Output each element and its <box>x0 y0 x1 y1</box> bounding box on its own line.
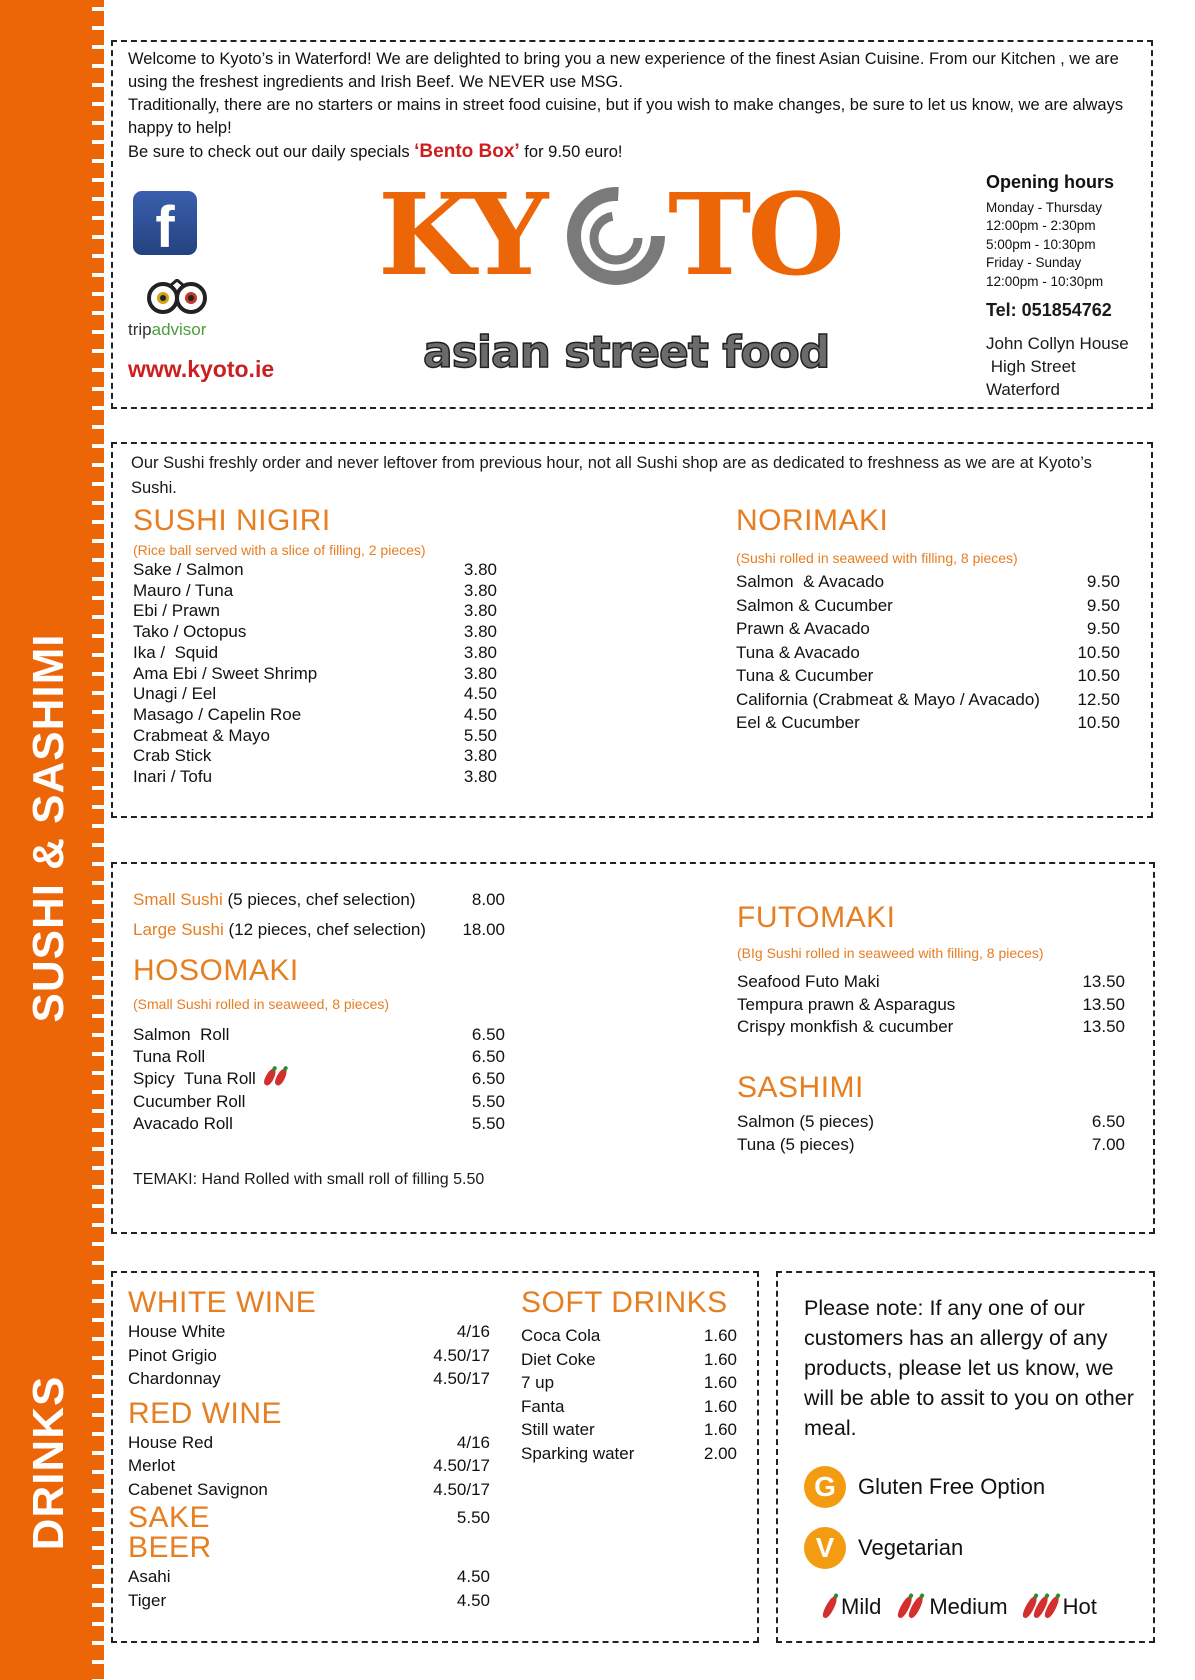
soft-drink-item <box>521 1395 737 1419</box>
item-name: Tuna (5 pieces) <box>737 1134 855 1154</box>
norimaki-item <box>736 617 1120 641</box>
soft-drink-item <box>521 1442 737 1466</box>
futomaki-item <box>737 971 1125 994</box>
item-price: 4.50 <box>456 1567 490 1587</box>
nigiri-subtitle: (Rice ball served with a slice of filling, 2 pieces) <box>133 542 426 558</box>
item-name: Crabmeat & Mayo <box>133 725 270 745</box>
white-wine-list <box>128 1320 490 1391</box>
side-bar <box>0 0 98 1680</box>
platter-item <box>133 885 505 915</box>
opening-hours-title: Opening hours <box>986 172 1114 192</box>
item-name: Inari / Tofu <box>133 767 213 787</box>
side-label-drinks: DRINKS <box>24 1375 73 1551</box>
item-price: 9.50 <box>1086 619 1120 638</box>
beer-item <box>128 1565 490 1589</box>
hosomaki-item <box>133 1024 505 1046</box>
futomaki-list <box>737 971 1125 1039</box>
item-price: 4.50 <box>456 1590 490 1610</box>
item-name: Crab Stick <box>133 746 212 766</box>
item-name: Fanta <box>521 1396 565 1416</box>
nigiri-item <box>133 684 497 705</box>
nigiri-item <box>133 581 497 602</box>
item-price: 5.50 <box>471 1114 505 1134</box>
gluten-free-label: Gluten Free Option <box>858 1474 1046 1499</box>
wine-item <box>128 1320 490 1344</box>
item-price: 3.80 <box>463 622 497 642</box>
item-name: Tuna & Avacado <box>736 642 860 662</box>
item-name: Ebi / Prawn <box>133 601 220 621</box>
nigiri-item <box>133 726 497 747</box>
item-price: 4.50/17 <box>433 1345 490 1365</box>
item-price: 1.60 <box>703 1349 737 1369</box>
beer-item <box>128 1589 490 1613</box>
item-price: 5.50 <box>463 725 497 745</box>
item-price: 6.50 <box>1091 1112 1125 1131</box>
soft-drink-item <box>521 1371 737 1395</box>
tripadvisor-owl-icon[interactable] <box>145 279 209 315</box>
wine-item <box>128 1431 490 1455</box>
legend-vegetarian <box>804 1527 963 1569</box>
item-price: 1.60 <box>703 1396 737 1416</box>
item-price: 5.50 <box>471 1092 505 1112</box>
platter-name: Large Sushi (12 pieces, chef selection) <box>133 920 426 939</box>
item-price: 1.60 <box>703 1420 737 1439</box>
item-name: Salmon & Avacado <box>736 572 885 591</box>
logo-text-ky: KY <box>378 170 545 301</box>
item-price: 6.50 <box>471 1046 505 1066</box>
item-name: Salmon (5 pieces) <box>737 1112 875 1131</box>
beer-title: BEER <box>128 1531 212 1565</box>
nigiri-title: SUSHI NIGIRI <box>133 504 331 537</box>
item-price: 4/16 <box>456 1432 490 1452</box>
norimaki-item <box>736 688 1120 712</box>
item-name: Unagi / Eel <box>133 684 217 704</box>
norimaki-title: NORIMAKI <box>736 504 889 537</box>
nigiri-item <box>133 705 497 726</box>
logo-tagline: asian street food <box>423 327 830 378</box>
item-price: 3.80 <box>463 663 497 683</box>
item-price: 3.80 <box>463 601 497 621</box>
item-price: 9.50 <box>1086 572 1120 591</box>
mild-label: Mild <box>841 1594 882 1619</box>
hosomaki-item <box>133 1068 505 1092</box>
soft-drinks-list <box>521 1324 737 1465</box>
item-name: Tiger <box>128 1590 167 1610</box>
item-price: 13.50 <box>1082 972 1125 991</box>
item-price: 10.50 <box>1077 642 1120 662</box>
soft-drinks-title: SOFT DRINKS <box>521 1286 728 1319</box>
kyoto-logo <box>378 170 858 301</box>
freshness-note: Our Sushi freshly order and never leftover from previous hour, not all Sushi shop are as dedicated to freshness as we are at Kyoto’s Sushi. <box>131 454 1092 497</box>
item-price: 2.00 <box>703 1443 737 1463</box>
norimaki-subtitle: (Sushi rolled in seaweed with filling, 8 pieces) <box>736 550 1018 566</box>
item-price: 1.60 <box>703 1373 737 1392</box>
item-price: 3.80 <box>463 560 497 579</box>
item-price: 3.80 <box>463 767 497 787</box>
platter-name: Small Sushi (5 pieces, chef selection) <box>133 890 416 909</box>
item-name: Seafood Futo Maki <box>737 972 880 991</box>
soft-drink-item <box>521 1418 737 1442</box>
item-price: 4.50 <box>463 704 497 724</box>
item-price: 7.00 <box>1091 1134 1125 1154</box>
item-name: Mauro / Tuna <box>133 580 234 600</box>
item-name: Salmon & Cucumber <box>736 595 893 615</box>
item-name: Cabenet Savignon <box>128 1479 268 1499</box>
item-name: Prawn & Avacado <box>736 619 870 638</box>
item-price: 13.50 <box>1082 994 1125 1014</box>
opening-hours: Opening hours Monday - Thursday 12:00pm - 2:30pm 5:00pm - 10:30pm Friday - Sunday 12:00pm - 10:30pm <box>986 172 1114 289</box>
hosomaki-subtitle: (Small Sushi rolled in seaweed, 8 pieces) <box>133 996 390 1012</box>
intro-line-2: Traditionally, there are no starters or mains in street food cuisine, but if you wish to make changes, be sure to let us know, we are always happy to help! <box>128 96 1124 137</box>
item-name: Tuna Roll <box>133 1046 206 1066</box>
item-price: 4.50/17 <box>433 1479 490 1499</box>
item-price: 4.50 <box>463 684 497 704</box>
item-price: 4.50/17 <box>433 1369 490 1388</box>
hosomaki-title: HOSOMAKI <box>133 954 299 987</box>
item-price: 3.80 <box>463 746 497 766</box>
item-name: Eel & Cucumber <box>736 713 860 732</box>
nigiri-item <box>133 767 497 788</box>
nigiri-item <box>133 560 497 581</box>
item-price: 4/16 <box>456 1322 490 1341</box>
item-price: 13.50 <box>1082 1017 1125 1036</box>
norimaki-item <box>736 570 1120 594</box>
white-wine-title: WHITE WINE <box>128 1286 317 1319</box>
address: John Collyn House High Street Waterford <box>986 334 1129 399</box>
futomaki-subtitle: (BIg Sushi rolled in seaweed with filling, 8 pieces) <box>737 945 1044 961</box>
bento-box-highlight: ‘Bento Box’ <box>414 141 520 162</box>
item-name: House White <box>128 1322 226 1341</box>
red-wine-list <box>128 1431 490 1502</box>
item-price: 9.50 <box>1086 595 1120 615</box>
sashimi-item <box>737 1134 1125 1157</box>
norimaki-item <box>736 664 1120 688</box>
futomaki-item <box>737 994 1125 1017</box>
soft-drink-item <box>521 1348 737 1372</box>
intro-line-3: Be sure to check out our daily specials ‘Bento Box’ for 9.50 euro! <box>128 141 623 162</box>
torn-edge <box>92 0 104 1680</box>
norimaki-section <box>736 504 1120 735</box>
side-label-sushi: SUSHI & SASHIMI <box>24 633 73 1023</box>
wine-beer-column <box>128 1286 490 1612</box>
item-price: 1.60 <box>703 1326 737 1345</box>
sashimi-section <box>737 1071 1125 1156</box>
item-name: Ama Ebi / Sweet Shrimp <box>133 663 318 683</box>
item-name: Sake / Salmon <box>133 560 244 579</box>
item-name: Coca Cola <box>521 1326 601 1345</box>
spice-legend <box>826 1594 1097 1620</box>
item-name: Pinot Grigio <box>128 1345 217 1365</box>
hosomaki-item <box>133 1046 505 1068</box>
hosomaki-item <box>133 1113 505 1135</box>
legend-gluten <box>804 1466 1045 1508</box>
item-name: Cucumber Roll <box>133 1092 246 1112</box>
nigiri-item <box>133 622 497 643</box>
futomaki-title: FUTOMAKI <box>737 901 896 934</box>
vegetarian-icon: V <box>804 1527 846 1569</box>
red-wine-title: RED WINE <box>128 1396 282 1430</box>
futomaki-section <box>737 901 1125 1039</box>
futomaki-item <box>737 1016 1125 1039</box>
wine-item <box>128 1344 490 1368</box>
platter-price: 18.00 <box>462 920 505 939</box>
norimaki-list <box>736 570 1120 735</box>
item-name: House Red <box>128 1432 214 1452</box>
item-price: 6.50 <box>471 1068 505 1088</box>
nigiri-section <box>133 504 497 788</box>
sashimi-item <box>737 1111 1125 1134</box>
item-price: 3.80 <box>463 580 497 600</box>
gluten-free-icon: G <box>804 1466 846 1508</box>
temaki-line: TEMAKI: Hand Rolled with small roll of filling 5.50 <box>133 1171 485 1188</box>
item-name: Tuna & Cucumber <box>736 666 874 685</box>
sake-row <box>128 1501 490 1534</box>
logo-swirl-icon <box>566 186 666 286</box>
norimaki-item <box>736 641 1120 665</box>
sake-price: 5.50 <box>456 1508 490 1527</box>
norimaki-item <box>736 711 1120 735</box>
wine-item <box>128 1367 490 1391</box>
facebook-icon[interactable]: f <box>133 191 197 255</box>
item-name: 7 up <box>521 1373 555 1392</box>
item-price: 6.50 <box>471 1025 505 1044</box>
nigiri-item <box>133 643 497 664</box>
item-name: Chardonnay <box>128 1369 221 1388</box>
item-name: Merlot <box>128 1456 176 1475</box>
wine-item <box>128 1478 490 1502</box>
item-name: Masago / Capelin Roe <box>133 704 302 724</box>
hosomaki-section <box>133 954 505 1135</box>
hosomaki-item <box>133 1091 505 1113</box>
allergy-note: Please note: If any one of our customers has an allergy of any products, please let us know, we will be able to assit to you on other meal. <box>804 1296 1134 1440</box>
item-name: Tempura prawn & Asparagus <box>737 994 956 1014</box>
item-name: Asahi <box>128 1567 171 1587</box>
medium-label: Medium <box>929 1594 1008 1619</box>
nigiri-list <box>133 560 497 788</box>
item-name: Tako / Octopus <box>133 622 247 642</box>
telephone[interactable]: Tel: 051854762 <box>986 300 1112 320</box>
platters <box>133 885 505 945</box>
platter-item <box>133 915 505 945</box>
item-name: Diet Coke <box>521 1349 596 1369</box>
item-price: 12.50 <box>1077 689 1120 709</box>
nigiri-item <box>133 664 497 685</box>
item-name: Avacado Roll <box>133 1114 233 1134</box>
item-name: Ika / Squid <box>133 642 219 662</box>
platter-price: 8.00 <box>471 890 505 909</box>
item-name: Still water <box>521 1420 595 1439</box>
soft-drink-item <box>521 1324 737 1348</box>
sake-title: SAKE <box>128 1501 211 1534</box>
item-name: Sparking water <box>521 1443 635 1463</box>
nigiri-item <box>133 601 497 622</box>
soft-drinks-column <box>521 1286 737 1465</box>
item-name: Salmon Roll <box>133 1025 230 1044</box>
beer-list <box>128 1565 490 1612</box>
item-price: 4.50/17 <box>433 1456 490 1475</box>
item-price: 10.50 <box>1077 713 1120 732</box>
intro-text <box>128 48 1138 164</box>
hot-label: Hot <box>1062 1594 1097 1619</box>
item-name: Crispy monkfish & cucumber <box>737 1017 954 1036</box>
intro-line-1: Welcome to Kyoto’s in Waterford! We are delighted to bring you a new experience of the finest Asian Cuisine. From our Kitchen , we are using the freshest ingredients and Irish Beef. We NEVER use MSG. <box>128 50 1119 91</box>
logo-text-to: TO <box>668 170 841 301</box>
hosomaki-list <box>133 1024 505 1135</box>
website-link[interactable]: www.kyoto.ie <box>128 356 275 382</box>
item-name: Spicy Tuna Roll <box>133 1068 256 1088</box>
item-price: 10.50 <box>1077 666 1120 685</box>
norimaki-item <box>736 594 1120 618</box>
item-price: 3.80 <box>463 642 497 662</box>
item-name: California (Crabmeat & Mayo / Avacado) <box>736 689 1040 709</box>
sashimi-list <box>737 1111 1125 1156</box>
nigiri-item <box>133 746 497 767</box>
wine-item <box>128 1454 490 1478</box>
vegetarian-label: Vegetarian <box>858 1535 964 1560</box>
tripadvisor-wordmark: tripadvisor <box>128 320 207 339</box>
sashimi-title: SASHIMI <box>737 1071 864 1104</box>
